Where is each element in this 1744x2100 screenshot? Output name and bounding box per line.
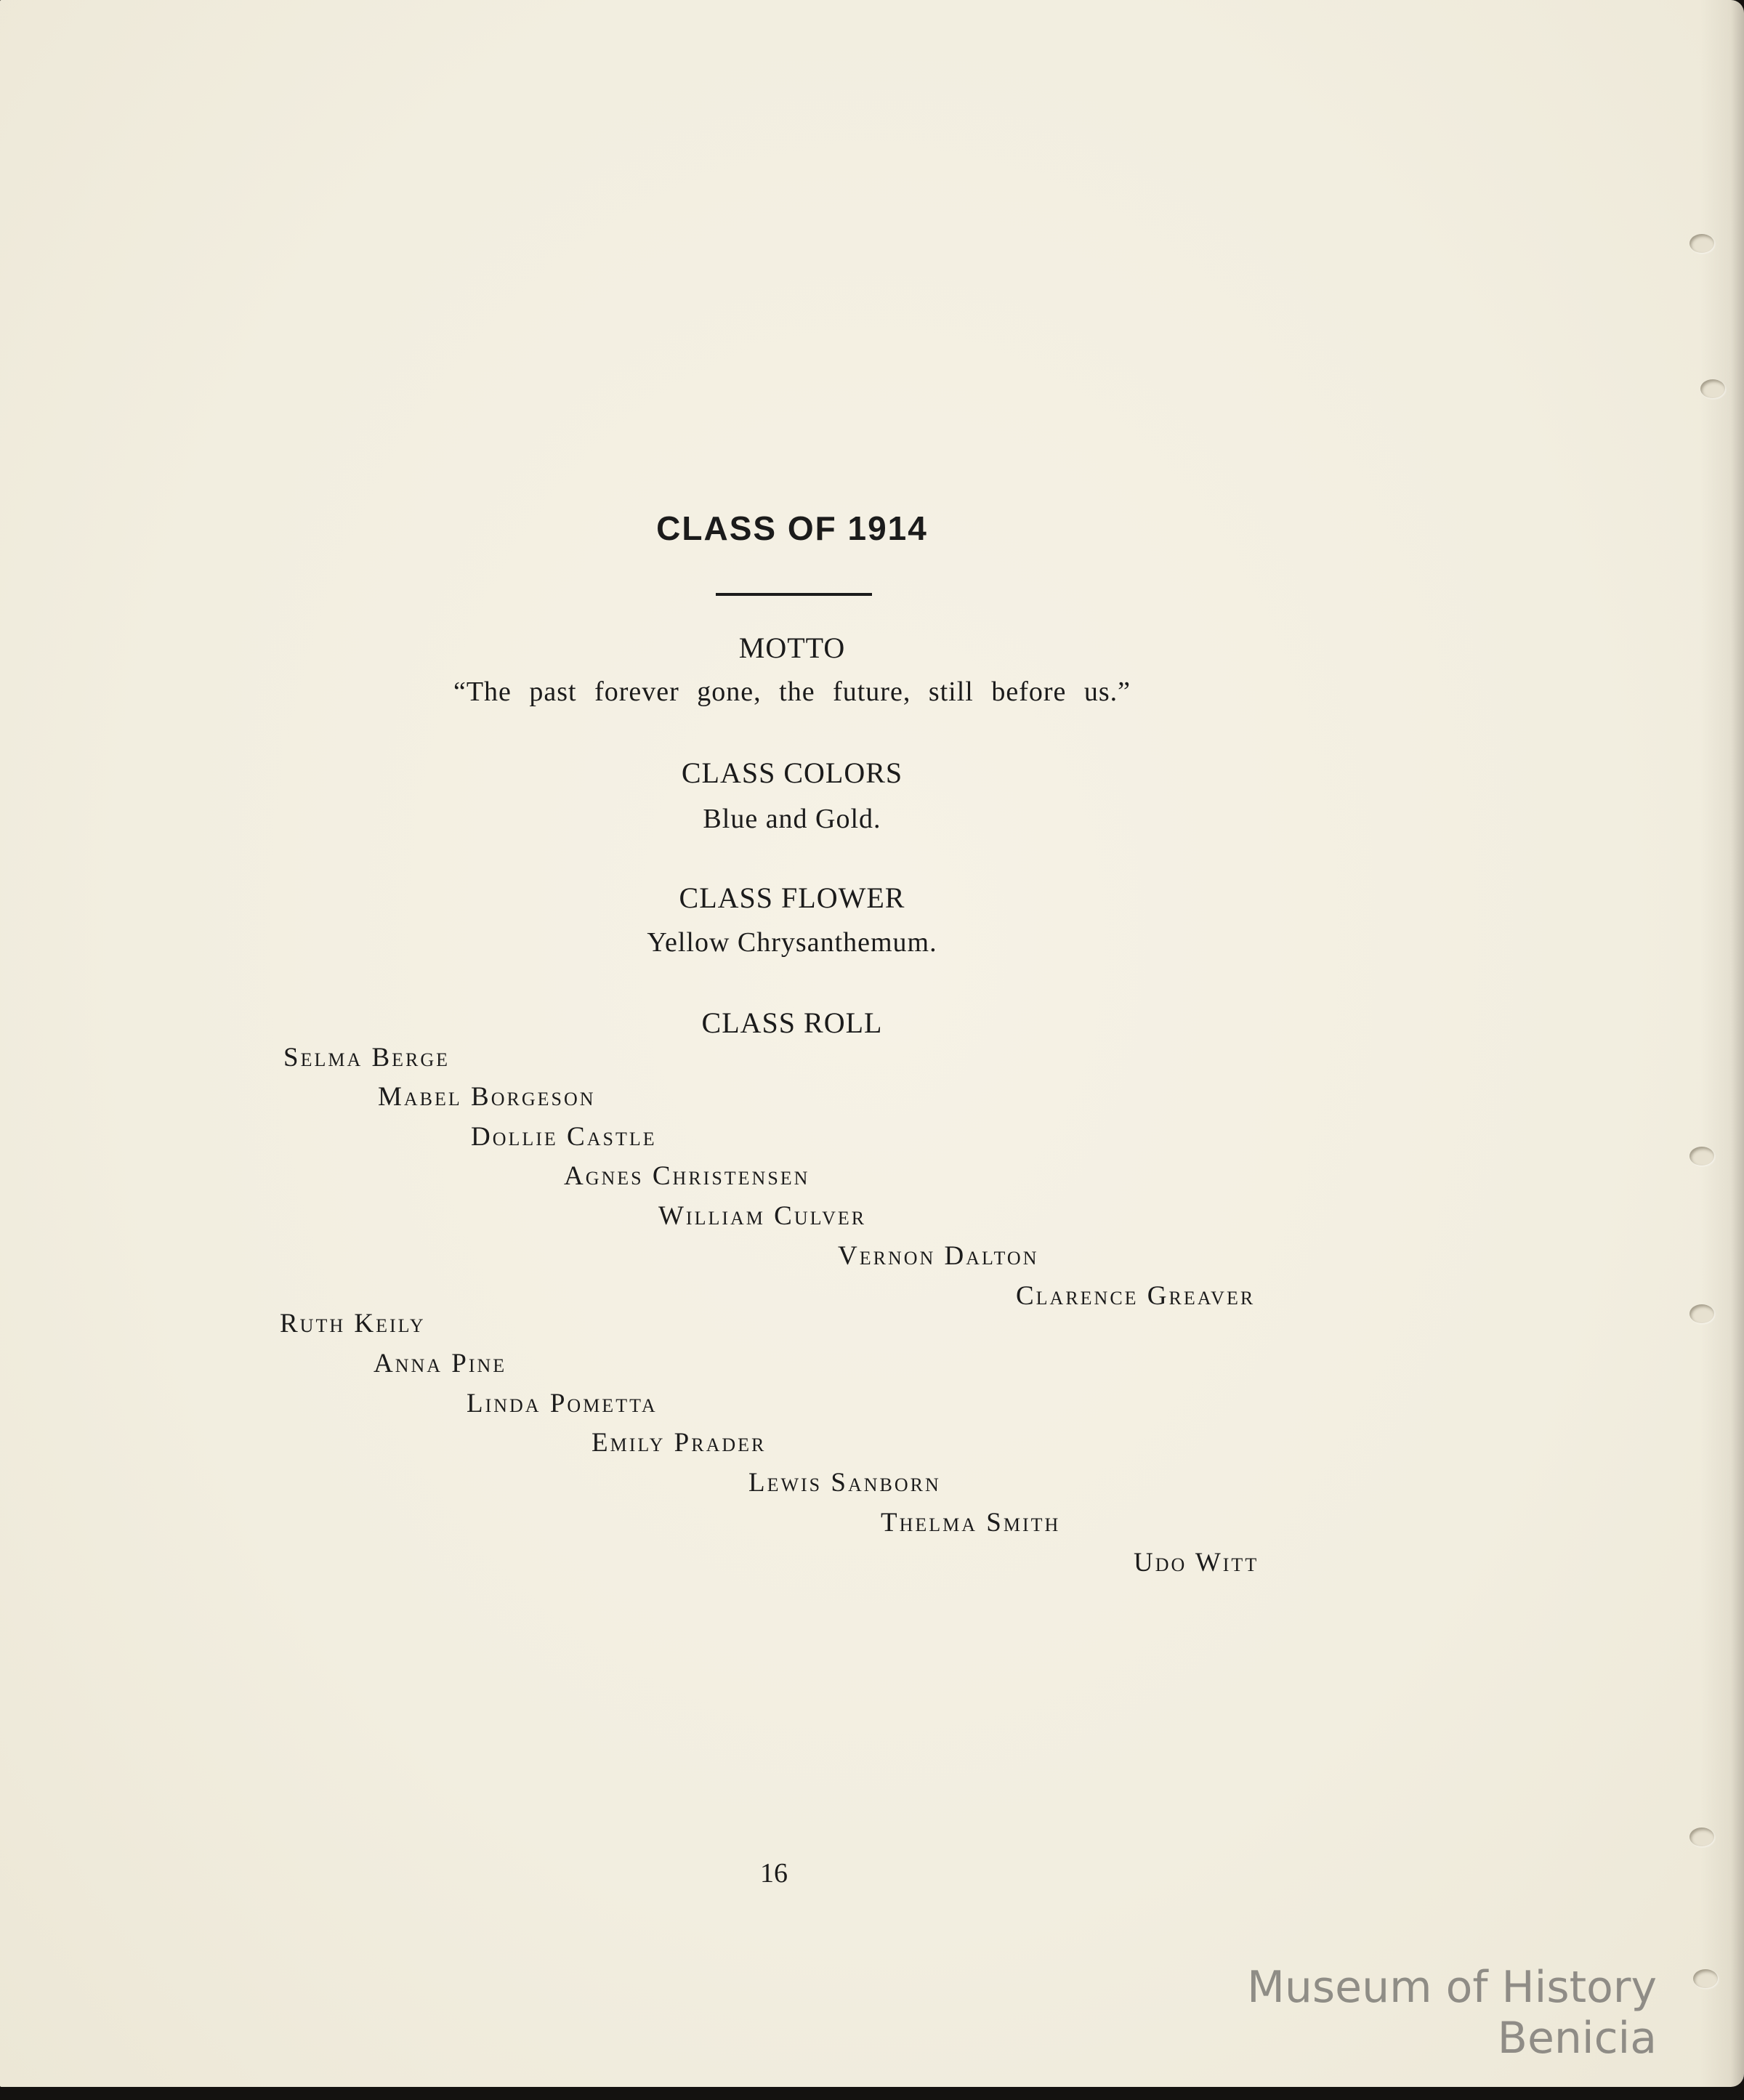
- punch-hole-4: [1690, 1304, 1714, 1323]
- class-colors-heading: CLASS COLORS: [681, 756, 903, 789]
- punch-hole-3: [1690, 1147, 1714, 1166]
- class-roll-heading: CLASS ROLL: [701, 1006, 883, 1039]
- class-colors-text: Blue and Gold.: [703, 804, 881, 834]
- class-roll-name: Ruth Keily: [280, 1309, 426, 1338]
- class-roll-name: Clarence Greaver: [1016, 1281, 1256, 1311]
- page-number: 16: [760, 1858, 788, 1889]
- class-roll-name: William Culver: [658, 1201, 867, 1231]
- class-roll-name: Linda Pometta: [467, 1389, 658, 1418]
- title-rule: [716, 593, 872, 596]
- class-roll-name: Lewis Sanborn: [748, 1468, 941, 1498]
- page-edge-shadow: [1700, 0, 1744, 2087]
- class-roll-name: Dollie Castle: [471, 1122, 657, 1152]
- class-roll-name: Agnes Christensen: [564, 1161, 810, 1191]
- class-roll-name: Selma Berge: [283, 1043, 451, 1073]
- punch-hole-6: [1693, 1969, 1718, 1988]
- punch-hole-5: [1690, 1828, 1714, 1846]
- class-roll-name: Mabel Borgeson: [378, 1082, 596, 1112]
- class-flower-text: Yellow Chrysanthemum.: [647, 927, 937, 958]
- class-roll-name: Anna Pine: [374, 1349, 507, 1378]
- motto-text: “The past forever gone, the future, still before us.”: [453, 677, 1131, 707]
- class-roll-name: Thelma Smith: [881, 1508, 1061, 1538]
- punch-hole-1: [1690, 234, 1714, 253]
- class-flower-heading: CLASS FLOWER: [679, 881, 905, 914]
- class-roll-name: Udo Witt: [1134, 1548, 1259, 1578]
- motto-heading: MOTTO: [738, 631, 846, 664]
- punch-hole-2: [1700, 379, 1725, 398]
- class-roll-name: Vernon Dalton: [838, 1241, 1039, 1271]
- watermark-text: Museum of History Benicia: [1247, 1962, 1657, 2064]
- class-roll-name: Emily Prader: [592, 1428, 767, 1458]
- page-title: CLASS OF 1914: [656, 509, 928, 547]
